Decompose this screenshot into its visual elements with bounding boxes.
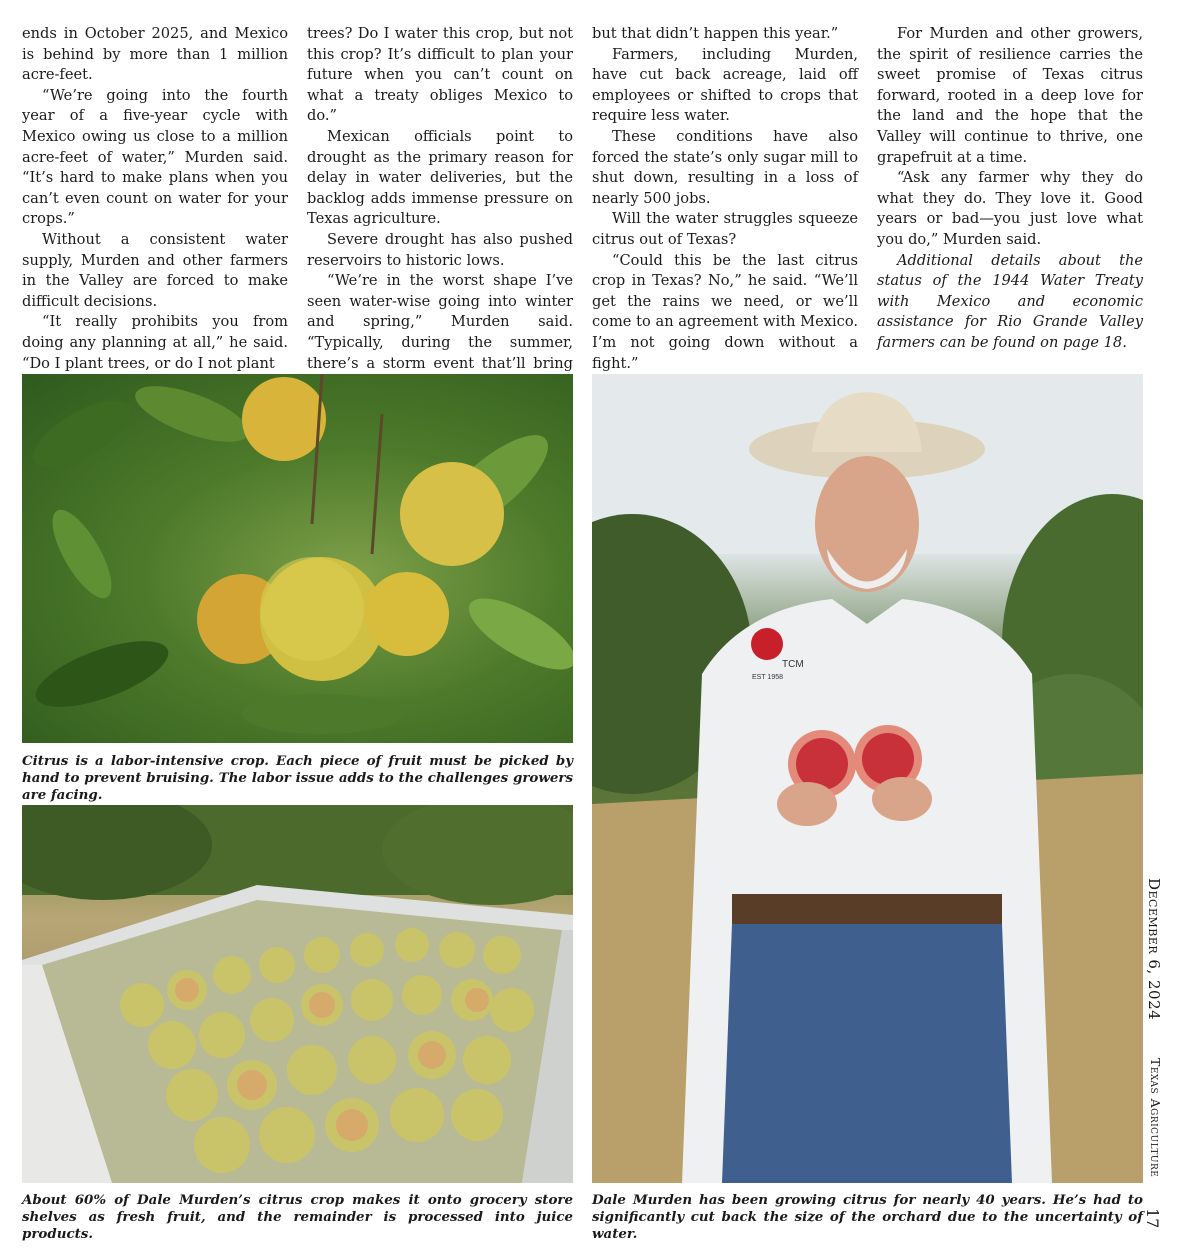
paragraph: Mexican officials point to drought as the primary reason for delay in water deliveries, but the backlog adds immense pressure on Texas agriculture. [307,127,573,228]
paragraph: “It really prohibits you from doing any planning at all,” he said. “Do I plant trees, or do I not plant [22,313,288,372]
article-column-1 [22,24,288,374]
fruit-bin-photo-caption: About 60% of Dale Murden’s citrus crop makes it onto grocery store shelves as fresh fruit, and the remainder is processed into juice products. [22,1192,573,1242]
paragraph: Severe drought has also pushed reservoirs to historic lows. [307,230,573,269]
paragraph: trees? Do I water this crop, but not this crop? It’s difficult to plan your future when you can’t count on what a treaty obliges Mexico to do.” [307,25,573,125]
paragraph: Farmers, including Murden, have cut back acreage, laid off employees or shifted to crops that require less water. [592,45,858,125]
farmer-portrait-caption: Dale Murden has been growing citrus for nearly 40 years. He’s had to significantly cut back the size of the orchard due to the uncertainty of water. [592,1192,1143,1242]
paragraph: Will the water struggles squeeze citrus out of Texas? [592,210,858,248]
editor-note: Additional details about the status of the 1944 Water Treaty with Mexico and economic assistance for Rio Grande Valley farmers can be found on page 18. [877,251,1143,351]
article-column-2 [307,24,573,395]
magazine-name: Texas Agriculture [1148,1058,1163,1178]
citrus-tree-illustration [22,374,573,743]
issue-date: December 6, 2024 [1145,878,1163,1021]
paragraph: ends in October 2025, and Mexico is behind by more than 1 million acre-feet. [22,25,288,84]
paragraph: These conditions have also forced the state’s only sugar mill to shut down, resulting in a loss of nearly 500 jobs. [592,127,858,207]
citrus-tree-photo [22,374,573,743]
fruit-bin-photo [22,805,573,1183]
shirt-logo-text: TCM [782,659,804,670]
fruit-bin-illustration [22,805,573,1183]
paragraph: Without a consistent water supply, Murden and other farmers in the Valley are forced to make difficult decisions. [22,230,288,310]
article-column-3 [592,24,858,374]
paragraph: For Murden and other growers, the spirit of resilience carries the sweet promise of Texas citrus forward, rooted in a deep love for the land and the hope that the Valley will continue to thrive, one grapefruit at a time. [877,25,1143,166]
farmer-portrait-illustration [592,374,1143,1183]
page-number: 17 [1143,1208,1162,1229]
shirt-logo-subtext: EST 1958 [752,674,784,681]
paragraph: “Could this be the last citrus crop in Texas? No,” he said. “We’ll get the rains we need, or we’ll come to an agreement with Mexico. I’m not going down without a fight.” [592,251,858,372]
paragraph: “We’re going into the fourth year of a five-year cycle with Mexico owing us close to a million acre-feet of water,” Murden said. “It’s hard to make plans when you can’t even count on water for your crops.” [22,86,288,228]
farmer-portrait-photo [592,374,1143,1183]
article-column-4 [877,24,1143,354]
paragraph: but that didn’t happen this year.” [592,25,839,42]
citrus-photo-caption: Citrus is a labor-intensive crop. Each piece of fruit must be picked by hand to prevent bruising. The labor issue adds to the challenges growers are facing. [22,753,573,803]
paragraph: “Ask any farmer why they do what they do. They love it. Good years or bad—you just love what you do,” Murden said. [877,169,1143,248]
paragraph: “We’re in the worst shape I’ve seen water-wise going into winter and spring,” Murden said. “Typically, during the summer, there’s a storm event that’ll bring [307,272,573,372]
